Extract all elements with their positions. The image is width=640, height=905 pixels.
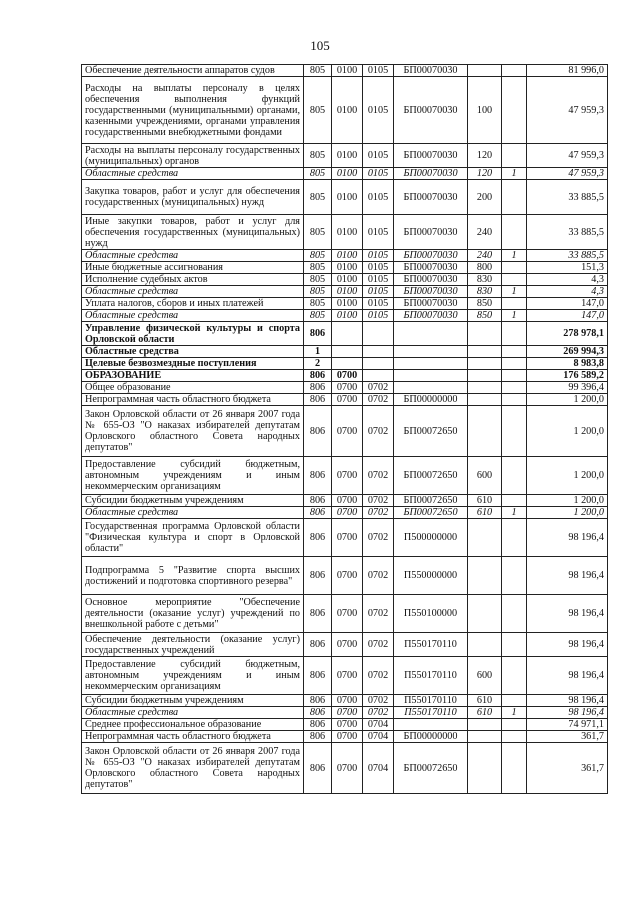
row-ved-cell: 806	[304, 406, 332, 457]
row-subsection-cell	[363, 370, 394, 382]
row-subsection-cell: 0105	[363, 298, 394, 310]
row-target-article-cell: П550170110	[394, 657, 468, 695]
row-expense-type-cell	[468, 346, 502, 358]
row-name-cell: Общее образование	[82, 382, 304, 394]
row-target-article-cell: БП00072650	[394, 743, 468, 794]
row-sum-cell: 4,3	[527, 286, 608, 298]
row-subsection-cell: 0105	[363, 286, 394, 298]
row-name-cell: Целевые безвозмездные поступления	[82, 358, 304, 370]
row-name-cell: Субсидии бюджетным учреждениям	[82, 695, 304, 707]
row-section-cell: 0700	[332, 370, 363, 382]
table-row	[82, 633, 608, 657]
row-target-article-cell: БП00070030	[394, 262, 468, 274]
row-source-cell	[502, 743, 527, 794]
row-sum-cell: 151,3	[527, 262, 608, 274]
row-subsection-cell: 0105	[363, 310, 394, 322]
row-ved-cell: 805	[304, 144, 332, 168]
row-target-article-cell	[394, 346, 468, 358]
row-ved-cell: 806	[304, 394, 332, 406]
row-section-cell: 0100	[332, 274, 363, 286]
row-name-cell: Областные средства	[82, 168, 304, 180]
table-row	[82, 180, 608, 215]
row-ved-cell: 805	[304, 262, 332, 274]
row-section-cell: 0700	[332, 707, 363, 719]
row-sum-cell: 1 200,0	[527, 394, 608, 406]
row-name-cell: Закупка товаров, работ и услуг для обеспечения государственных (муниципальных) нужд	[82, 180, 304, 215]
row-subsection-cell: 0105	[363, 274, 394, 286]
row-expense-type-cell: 240	[468, 250, 502, 262]
row-section-cell	[332, 358, 363, 370]
row-name-cell: Среднее профессиональное образование	[82, 719, 304, 731]
row-expense-type-cell: 240	[468, 215, 502, 250]
table-row	[82, 595, 608, 633]
row-subsection-cell: 0702	[363, 695, 394, 707]
row-sum-cell: 33 885,5	[527, 215, 608, 250]
row-expense-type-cell: 600	[468, 657, 502, 695]
table-row	[82, 695, 608, 707]
row-expense-type-cell	[468, 633, 502, 657]
row-subsection-cell: 0702	[363, 406, 394, 457]
table-row	[82, 370, 608, 382]
row-section-cell: 0100	[332, 215, 363, 250]
row-source-cell	[502, 382, 527, 394]
row-sum-cell: 33 885,5	[527, 250, 608, 262]
table-row	[82, 743, 608, 794]
row-ved-cell: 806	[304, 595, 332, 633]
row-sum-cell: 98 196,4	[527, 519, 608, 557]
table-row	[82, 731, 608, 743]
row-name-cell: Областные средства	[82, 286, 304, 298]
row-sum-cell: 361,7	[527, 743, 608, 794]
row-name-cell: Областные средства	[82, 507, 304, 519]
row-source-cell	[502, 519, 527, 557]
row-ved-cell: 805	[304, 274, 332, 286]
table-row	[82, 457, 608, 495]
row-subsection-cell	[363, 346, 394, 358]
row-section-cell: 0700	[332, 507, 363, 519]
row-subsection-cell: 0105	[363, 144, 394, 168]
row-sum-cell: 99 396,4	[527, 382, 608, 394]
row-name-cell: Закон Орловской области от 26 января 2007 года № 655-ОЗ "О наказах избирателей депутатам Орловского областного Совета народных депутатов"	[82, 743, 304, 794]
row-sum-cell: 98 196,4	[527, 657, 608, 695]
row-name-cell: Предоставление субсидий бюджетным, автономным учреждениям и иным некоммерческим организациям	[82, 457, 304, 495]
row-subsection-cell: 0704	[363, 731, 394, 743]
row-subsection-cell: 0702	[363, 457, 394, 495]
table-row	[82, 394, 608, 406]
row-target-article-cell: БП00070030	[394, 77, 468, 144]
budget-table	[81, 64, 608, 794]
row-target-article-cell: П550000000	[394, 557, 468, 595]
row-name-cell: Субсидии бюджетным учреждениям	[82, 495, 304, 507]
row-target-article-cell	[394, 358, 468, 370]
table-row	[82, 250, 608, 262]
row-expense-type-cell	[468, 370, 502, 382]
row-target-article-cell: БП00070030	[394, 144, 468, 168]
row-ved-cell: 806	[304, 370, 332, 382]
table-row	[82, 77, 608, 144]
row-source-cell	[502, 370, 527, 382]
row-source-cell	[502, 495, 527, 507]
row-expense-type-cell: 610	[468, 695, 502, 707]
table-row	[82, 274, 608, 286]
row-sum-cell: 4,3	[527, 274, 608, 286]
row-subsection-cell: 0702	[363, 707, 394, 719]
row-expense-type-cell: 850	[468, 298, 502, 310]
row-target-article-cell: БП00000000	[394, 394, 468, 406]
row-source-cell	[502, 298, 527, 310]
row-target-article-cell: БП00070030	[394, 215, 468, 250]
row-sum-cell: 33 885,5	[527, 180, 608, 215]
row-source-cell	[502, 77, 527, 144]
row-section-cell: 0100	[332, 250, 363, 262]
row-source-cell	[502, 358, 527, 370]
row-subsection-cell: 0702	[363, 595, 394, 633]
table-row	[82, 298, 608, 310]
row-target-article-cell	[394, 322, 468, 346]
row-sum-cell: 147,0	[527, 310, 608, 322]
row-name-cell: Уплата налогов, сборов и иных платежей	[82, 298, 304, 310]
row-section-cell: 0700	[332, 743, 363, 794]
row-expense-type-cell	[468, 731, 502, 743]
row-ved-cell: 805	[304, 65, 332, 77]
table-row	[82, 144, 608, 168]
row-name-cell: Расходы на выплаты персоналу в целях обеспечения выполнения функций государственными (муниципальными) органами, казенными учреждениями, органами управления государственными внебюджетными фондами	[82, 77, 304, 144]
row-source-cell: 1	[502, 507, 527, 519]
row-ved-cell: 806	[304, 557, 332, 595]
row-sum-cell: 269 994,3	[527, 346, 608, 358]
row-sum-cell: 47 959,3	[527, 168, 608, 180]
row-target-article-cell: БП00070030	[394, 298, 468, 310]
row-ved-cell: 1	[304, 346, 332, 358]
row-subsection-cell	[363, 322, 394, 346]
row-expense-type-cell	[468, 595, 502, 633]
row-subsection-cell: 0704	[363, 719, 394, 731]
row-source-cell	[502, 262, 527, 274]
row-section-cell: 0100	[332, 310, 363, 322]
row-expense-type-cell	[468, 358, 502, 370]
row-section-cell: 0700	[332, 719, 363, 731]
row-ved-cell: 805	[304, 310, 332, 322]
row-subsection-cell: 0105	[363, 215, 394, 250]
row-ved-cell: 805	[304, 77, 332, 144]
row-sum-cell: 8 983,8	[527, 358, 608, 370]
row-target-article-cell: БП00070030	[394, 286, 468, 298]
row-source-cell	[502, 144, 527, 168]
row-section-cell	[332, 322, 363, 346]
table-row	[82, 65, 608, 77]
row-name-cell: Управление физической культуры и спорта Орловской области	[82, 322, 304, 346]
row-section-cell: 0700	[332, 695, 363, 707]
table-row	[82, 168, 608, 180]
row-subsection-cell: 0702	[363, 394, 394, 406]
row-sum-cell: 98 196,4	[527, 707, 608, 719]
row-expense-type-cell: 830	[468, 286, 502, 298]
row-sum-cell: 74 971,1	[527, 719, 608, 731]
row-ved-cell: 806	[304, 495, 332, 507]
row-section-cell: 0100	[332, 144, 363, 168]
row-section-cell: 0700	[332, 495, 363, 507]
table-row	[82, 286, 608, 298]
row-ved-cell: 806	[304, 731, 332, 743]
row-sum-cell: 98 196,4	[527, 633, 608, 657]
row-expense-type-cell	[468, 406, 502, 457]
row-section-cell: 0700	[332, 457, 363, 495]
row-name-cell: Подпрограмма 5 "Развитие спорта высших достижений и подготовка спортивного резерва"	[82, 557, 304, 595]
table-row	[82, 507, 608, 519]
page-number: 105	[310, 38, 330, 53]
row-source-cell	[502, 633, 527, 657]
row-source-cell	[502, 65, 527, 77]
row-ved-cell: 805	[304, 180, 332, 215]
row-source-cell	[502, 695, 527, 707]
table-row	[82, 346, 608, 358]
row-source-cell	[502, 557, 527, 595]
row-source-cell	[502, 180, 527, 215]
row-section-cell: 0700	[332, 557, 363, 595]
row-sum-cell: 147,0	[527, 298, 608, 310]
table-row	[82, 519, 608, 557]
row-sum-cell: 47 959,3	[527, 77, 608, 144]
row-target-article-cell: П550170110	[394, 695, 468, 707]
row-expense-type-cell: 600	[468, 457, 502, 495]
row-source-cell	[502, 406, 527, 457]
row-sum-cell: 98 196,4	[527, 595, 608, 633]
row-source-cell	[502, 274, 527, 286]
row-subsection-cell: 0105	[363, 250, 394, 262]
row-source-cell	[502, 657, 527, 695]
row-target-article-cell: БП00070030	[394, 310, 468, 322]
table-row	[82, 406, 608, 457]
row-sum-cell: 98 196,4	[527, 695, 608, 707]
row-source-cell	[502, 457, 527, 495]
row-name-cell: Непрограммная часть областного бюджета	[82, 731, 304, 743]
row-name-cell: Обеспечение деятельности (оказание услуг) государственных учреждений	[82, 633, 304, 657]
row-subsection-cell: 0702	[363, 495, 394, 507]
row-target-article-cell: БП00070030	[394, 250, 468, 262]
row-ved-cell: 805	[304, 298, 332, 310]
row-source-cell: 1	[502, 310, 527, 322]
row-section-cell: 0100	[332, 77, 363, 144]
row-subsection-cell: 0702	[363, 507, 394, 519]
row-source-cell	[502, 346, 527, 358]
table-row	[82, 719, 608, 731]
row-name-cell: Непрограммная часть областного бюджета	[82, 394, 304, 406]
row-target-article-cell: БП00070030	[394, 168, 468, 180]
row-expense-type-cell	[468, 65, 502, 77]
row-section-cell: 0100	[332, 180, 363, 215]
row-name-cell: Иные закупки товаров, работ и услуг для обеспечения государственных (муниципальных) нужд	[82, 215, 304, 250]
row-source-cell: 1	[502, 168, 527, 180]
row-target-article-cell: БП00072650	[394, 457, 468, 495]
table-row	[82, 262, 608, 274]
row-ved-cell: 805	[304, 286, 332, 298]
row-expense-type-cell: 120	[468, 168, 502, 180]
row-source-cell	[502, 595, 527, 633]
row-subsection-cell: 0105	[363, 77, 394, 144]
row-ved-cell: 806	[304, 707, 332, 719]
row-target-article-cell	[394, 382, 468, 394]
row-target-article-cell: П550170110	[394, 633, 468, 657]
row-target-article-cell: БП00072650	[394, 495, 468, 507]
row-ved-cell: 806	[304, 322, 332, 346]
row-source-cell: 1	[502, 250, 527, 262]
row-source-cell: 1	[502, 286, 527, 298]
row-target-article-cell: П550170110	[394, 707, 468, 719]
row-expense-type-cell: 200	[468, 180, 502, 215]
row-name-cell: Государственная программа Орловской области "Физическая культура и спорт в Орловской области"	[82, 519, 304, 557]
row-sum-cell: 81 996,0	[527, 65, 608, 77]
row-target-article-cell: БП00000000	[394, 731, 468, 743]
row-subsection-cell: 0105	[363, 65, 394, 77]
row-target-article-cell: БП00072650	[394, 406, 468, 457]
row-section-cell: 0700	[332, 633, 363, 657]
row-target-article-cell: П500000000	[394, 519, 468, 557]
row-expense-type-cell: 850	[468, 310, 502, 322]
table-row	[82, 310, 608, 322]
row-source-cell	[502, 394, 527, 406]
row-sum-cell: 361,7	[527, 731, 608, 743]
row-sum-cell: 47 959,3	[527, 144, 608, 168]
row-ved-cell: 805	[304, 250, 332, 262]
table-row	[82, 557, 608, 595]
row-sum-cell: 176 589,2	[527, 370, 608, 382]
row-target-article-cell: БП00070030	[394, 274, 468, 286]
table-row	[82, 495, 608, 507]
row-ved-cell: 805	[304, 168, 332, 180]
row-target-article-cell	[394, 719, 468, 731]
row-subsection-cell	[363, 358, 394, 370]
row-sum-cell: 1 200,0	[527, 406, 608, 457]
row-name-cell: Исполнение судебных актов	[82, 274, 304, 286]
row-section-cell: 0700	[332, 406, 363, 457]
row-name-cell: ОБРАЗОВАНИЕ	[82, 370, 304, 382]
row-name-cell: Областные средства	[82, 310, 304, 322]
row-name-cell: Предоставление субсидий бюджетным, автономным учреждениям и иным некоммерческим организациям	[82, 657, 304, 695]
row-subsection-cell: 0702	[363, 519, 394, 557]
row-expense-type-cell	[468, 322, 502, 346]
row-subsection-cell: 0105	[363, 168, 394, 180]
row-name-cell: Закон Орловской области от 26 января 2007 года № 655-ОЗ "О наказах избирателей депутатам Орловского областного Совета народных депутатов"	[82, 406, 304, 457]
row-target-article-cell: БП00070030	[394, 180, 468, 215]
row-section-cell: 0700	[332, 519, 363, 557]
row-name-cell: Областные средства	[82, 250, 304, 262]
row-target-article-cell: БП00072650	[394, 507, 468, 519]
row-ved-cell: 806	[304, 507, 332, 519]
row-section-cell: 0100	[332, 168, 363, 180]
row-subsection-cell: 0702	[363, 557, 394, 595]
row-section-cell: 0700	[332, 595, 363, 633]
row-ved-cell: 806	[304, 633, 332, 657]
row-expense-type-cell	[468, 719, 502, 731]
table-row	[82, 707, 608, 719]
row-ved-cell: 806	[304, 743, 332, 794]
row-section-cell: 0700	[332, 394, 363, 406]
row-name-cell: Иные бюджетные ассигнования	[82, 262, 304, 274]
row-ved-cell: 2	[304, 358, 332, 370]
row-expense-type-cell	[468, 382, 502, 394]
table-row	[82, 657, 608, 695]
row-section-cell: 0100	[332, 286, 363, 298]
row-name-cell: Обеспечение деятельности аппаратов судов	[82, 65, 304, 77]
row-sum-cell: 1 200,0	[527, 457, 608, 495]
row-subsection-cell: 0105	[363, 262, 394, 274]
row-source-cell	[502, 215, 527, 250]
row-source-cell: 1	[502, 707, 527, 719]
row-expense-type-cell: 610	[468, 495, 502, 507]
row-subsection-cell: 0702	[363, 657, 394, 695]
row-expense-type-cell: 610	[468, 707, 502, 719]
row-section-cell: 0100	[332, 262, 363, 274]
row-sum-cell: 1 200,0	[527, 495, 608, 507]
row-ved-cell: 806	[304, 719, 332, 731]
row-expense-type-cell	[468, 519, 502, 557]
row-ved-cell: 806	[304, 695, 332, 707]
row-source-cell	[502, 719, 527, 731]
row-target-article-cell	[394, 370, 468, 382]
row-sum-cell: 98 196,4	[527, 557, 608, 595]
row-section-cell: 0100	[332, 298, 363, 310]
row-expense-type-cell: 830	[468, 274, 502, 286]
row-expense-type-cell: 100	[468, 77, 502, 144]
row-expense-type-cell: 610	[468, 507, 502, 519]
row-section-cell: 0700	[332, 731, 363, 743]
row-subsection-cell: 0702	[363, 382, 394, 394]
row-source-cell	[502, 322, 527, 346]
row-ved-cell: 806	[304, 519, 332, 557]
row-expense-type-cell	[468, 743, 502, 794]
table-row	[82, 382, 608, 394]
row-ved-cell: 806	[304, 657, 332, 695]
row-expense-type-cell	[468, 394, 502, 406]
row-ved-cell: 805	[304, 215, 332, 250]
row-expense-type-cell: 120	[468, 144, 502, 168]
table-row	[82, 358, 608, 370]
row-name-cell: Областные средства	[82, 707, 304, 719]
row-ved-cell: 806	[304, 457, 332, 495]
row-source-cell	[502, 731, 527, 743]
row-name-cell: Основное мероприятие "Обеспечение деятельности (оказание услуг) учреждений по внешкольной работе с детьми"	[82, 595, 304, 633]
row-name-cell: Расходы на выплаты персоналу государственных (муниципальных) органов	[82, 144, 304, 168]
row-sum-cell: 278 978,1	[527, 322, 608, 346]
table-row	[82, 215, 608, 250]
row-sum-cell: 1 200,0	[527, 507, 608, 519]
row-section-cell: 0700	[332, 382, 363, 394]
row-ved-cell: 806	[304, 382, 332, 394]
row-name-cell: Областные средства	[82, 346, 304, 358]
row-section-cell: 0100	[332, 65, 363, 77]
row-expense-type-cell	[468, 557, 502, 595]
row-subsection-cell: 0704	[363, 743, 394, 794]
row-subsection-cell: 0105	[363, 180, 394, 215]
row-expense-type-cell: 800	[468, 262, 502, 274]
row-target-article-cell: БП00070030	[394, 65, 468, 77]
row-section-cell: 0700	[332, 657, 363, 695]
row-target-article-cell: П550100000	[394, 595, 468, 633]
row-section-cell	[332, 346, 363, 358]
row-subsection-cell: 0702	[363, 633, 394, 657]
table-row	[82, 322, 608, 346]
